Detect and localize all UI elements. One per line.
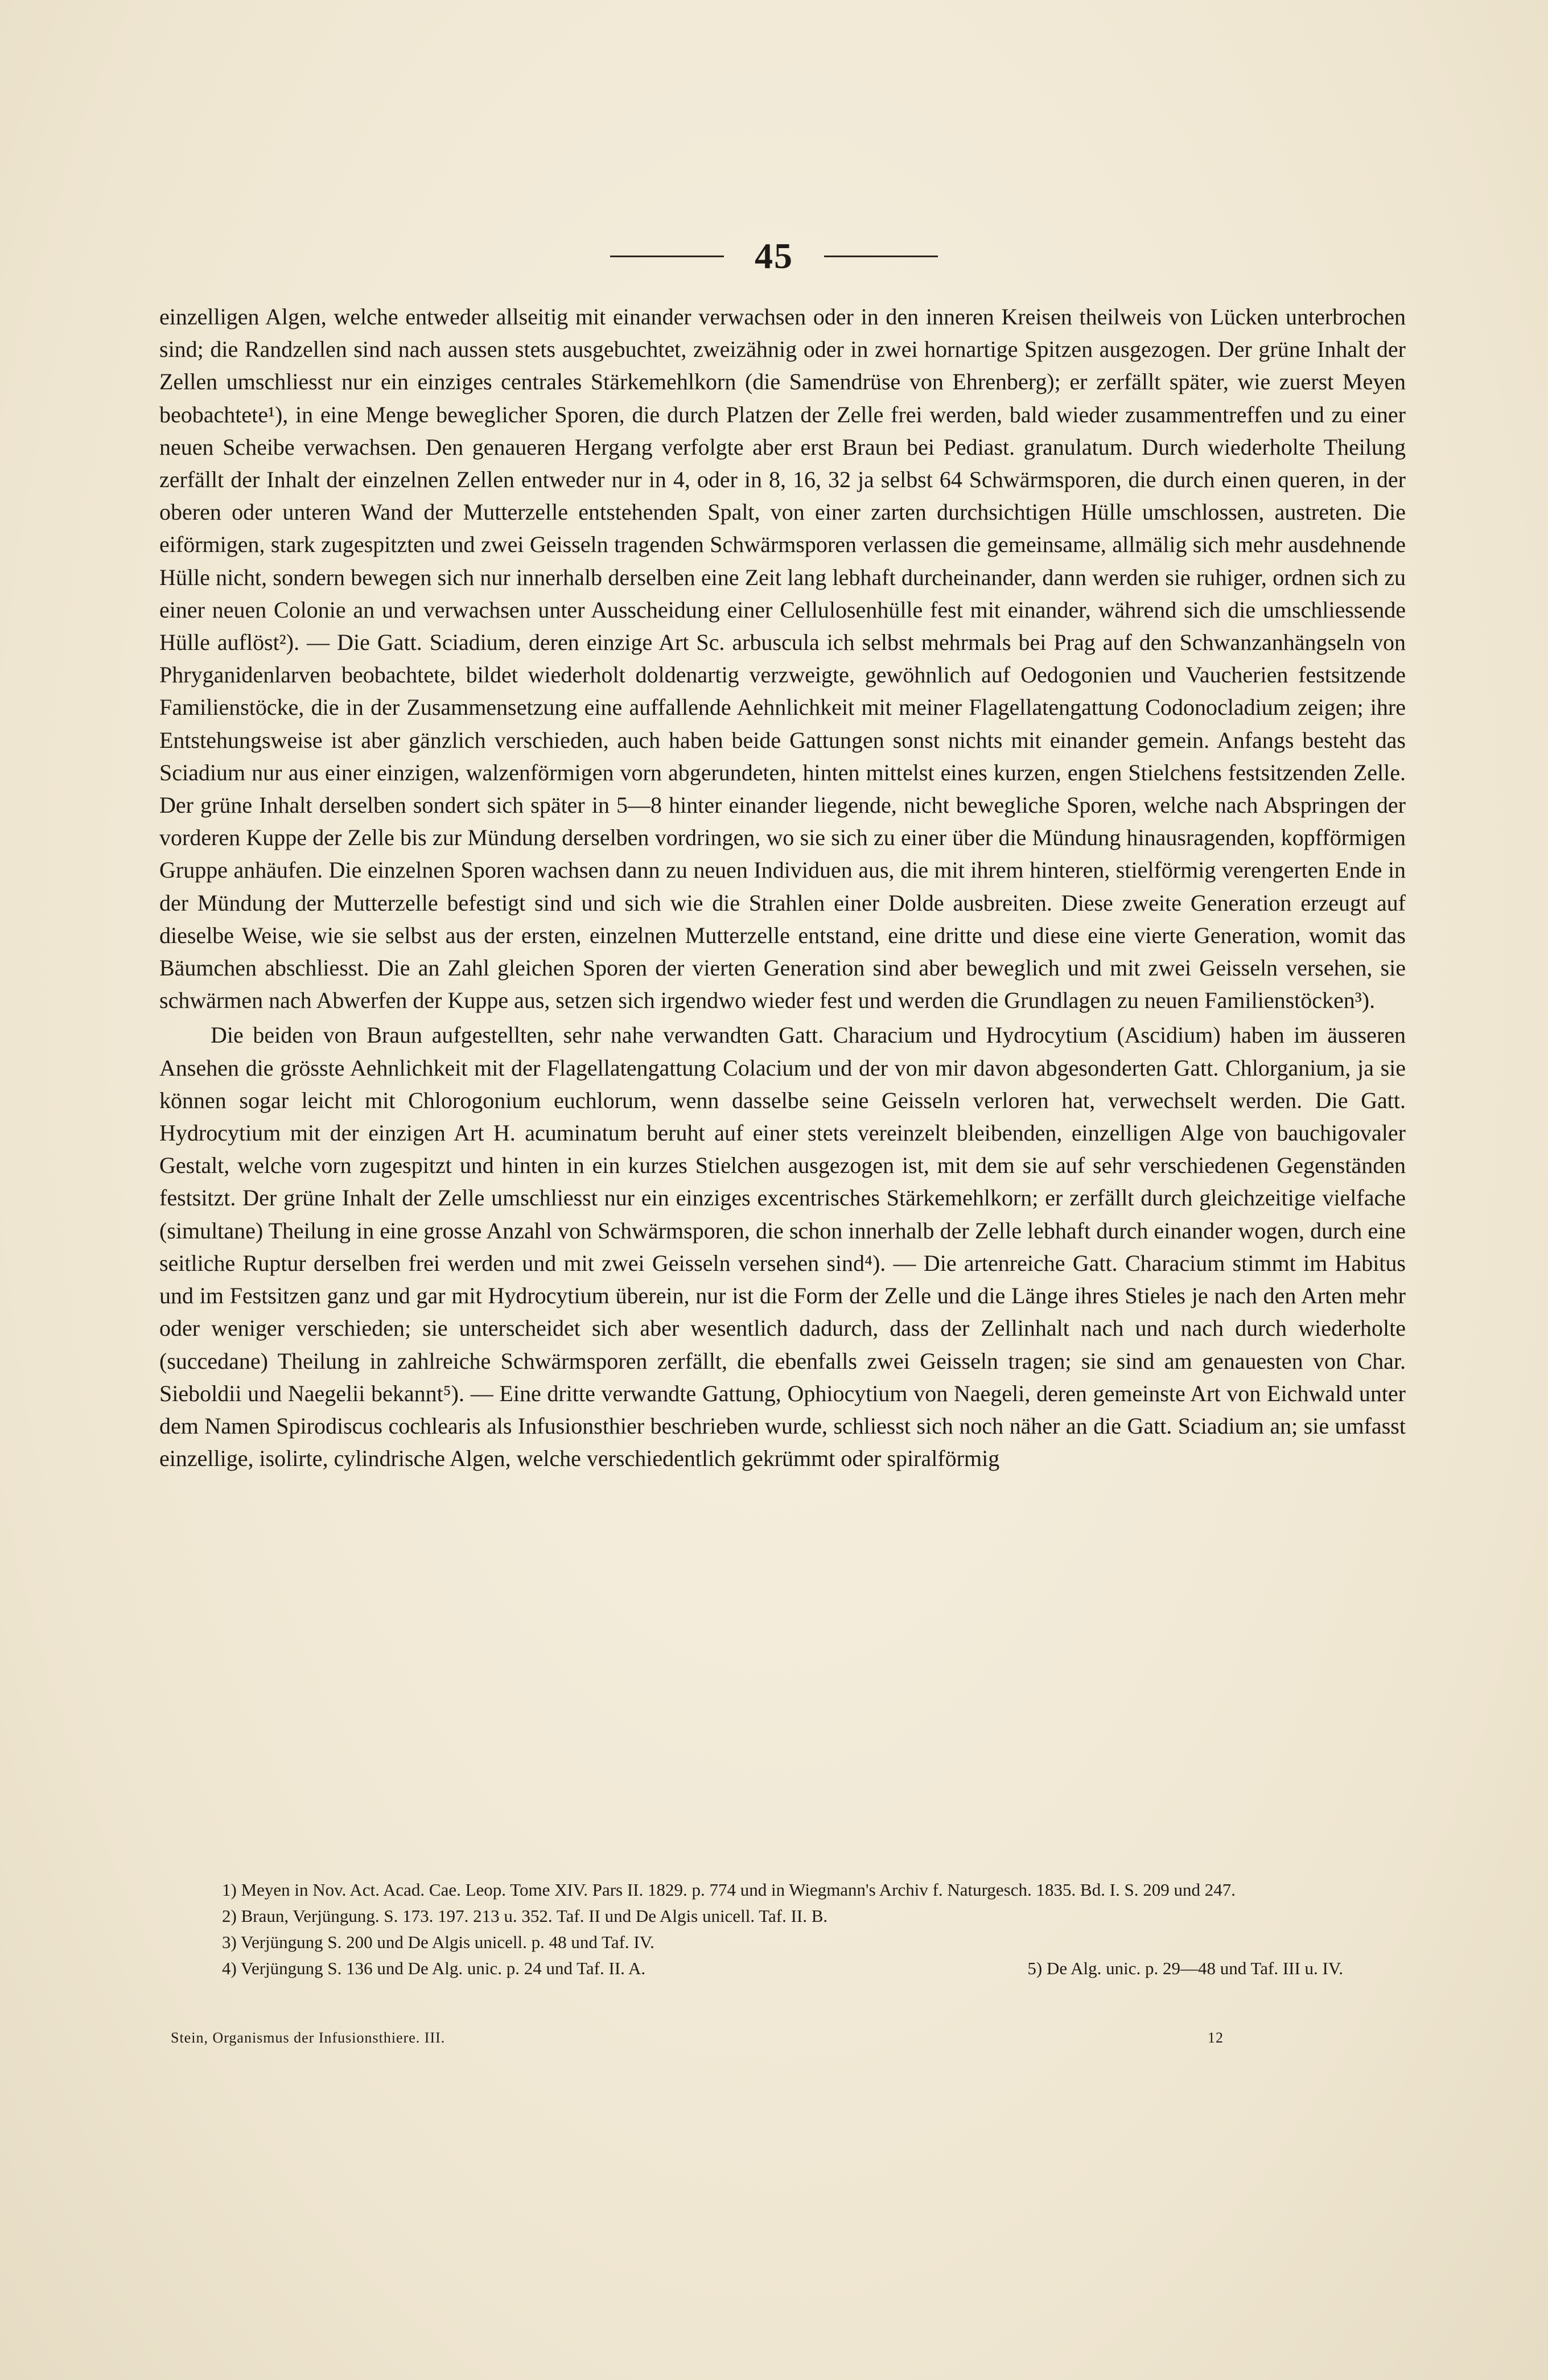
footnote-3: 3) Verjüngung S. 200 und De Algis unicell. p. 48 und Taf. IV. [222, 1932, 654, 1952]
page-number: 45 [755, 236, 793, 276]
signature-line [171, 2029, 1224, 2047]
footnote-4: 4) Verjüngung S. 136 und De Alg. unic. p. 24 und Taf. II. A. [222, 1958, 646, 1978]
paragraph-1: einzelligen Algen, welche entweder allseitig mit einander verwachsen oder in den inneren Kreisen theilweis von Lücken unterbrochen sind; die Randzellen sind nach aussen stets ausgebuchtet, zweizähnig oder in zwei hornartige Spitzen ausgezogen. Der grüne Inhalt der Zellen umschliesst nur ein einziges centrales Stärkemehlkorn (die Samendrüse von Ehrenberg); er zerfällt später, wie zuerst Meyen beobachtete¹), in eine Menge beweglicher Sporen, die durch Platzen der Zelle frei werden, bald wieder zusammentreffen und zu einer neuen Scheibe verwachsen. Den genaueren Hergang verfolgte aber erst Braun bei Pediast. granulatum. Durch wiederholte Theilung zerfällt der Inhalt der einzelnen Zellen entweder nur in 4, oder in 8, 16, 32 ja selbst 64 Schwärmsporen, die durch einen queren, in der oberen oder unteren Wand der Mutterzelle entstehenden Spalt, von einer zarten durchsichtigen Hülle umschlossen, austreten. Die eiförmigen, stark zugespitzten und zwei Geisseln tragenden Schwärmsporen verlassen die gemeinsame, allmälig sich mehr ausdehnende Hülle nicht, sondern bewegen sich nur innerhalb derselben eine Zeit lang lebhaft durcheinander, dann werden sie ruhiger, ordnen sich zu einer neuen Colonie an und verwachsen unter Ausscheidung einer Cellulosenhülle fest mit einander, während sich die umschliessende Hülle auflöst²). — Die Gatt. Sciadium, deren einzige Art Sc. arbuscula ich selbst mehrmals bei Prag auf den Schwanzanhängseln von Phryganidenlarven beobachtete, bildet wiederholt doldenartig verzweigte, gewöhnlich auf Oedogonien und Vaucherien festsitzende Familienstöcke, die in der Zusammensetzung eine auffallende Aehnlichkeit mit meiner Flagellatengattung Codonocladium zeigen; ihre Entstehungsweise ist aber gänzlich verschieden, auch haben beide Gattungen sonst nichts mit einander gemein. Anfangs besteht das Sciadium nur aus einer einzigen, walzenförmigen vorn abgerundeten, hinten mittelst eines kurzen, engen Stielchens festsitzenden Zelle. Der grüne Inhalt derselben sondert sich später in 5—8 hinter einander liegende, nicht bewegliche Sporen, welche nach Abspringen der vorderen Kuppe der Zelle bis zur Mündung derselben vordringen, wo sie sich zu einer über die Mündung hinausragenden, kopfförmigen Gruppe anhäufen. Die einzelnen Sporen wachsen dann zu neuen Individuen aus, die mit ihrem hinteren, stielförmig verengerten Ende in der Mündung der Mutterzelle befestigt sind und sich wie die Strahlen einer Dolde ausbreiten. Diese zweite Generation erzeugt auf dieselbe Weise, wie sie selbst aus der ersten, einzelnen Mutterzelle entstand, eine dritte und diese eine vierte Generation, womit das Bäumchen abschliesst. Die an Zahl gleichen Sporen der vierten Generation sind aber beweglich und mit zwei Geisseln versehen, sie schwärmen nach Abwerfen der Kuppe aus, setzen sich irgendwo wieder fest und werden die Grundlagen zu neuen Familienstöcken³). [159, 304, 1406, 1014]
signature-number: 12 [1208, 2029, 1224, 2046]
signature-title: Stein, Organismus der Infusionsthiere. III. [171, 2029, 446, 2046]
footnote-1: 1) Meyen in Nov. Act. Acad. Cae. Leop. Tome XIV. Pars II. 1829. p. 774 und in Wiegmann's Archiv f. Naturgesch. 1835. Bd. I. S. 209 und 247. [222, 1880, 1236, 1900]
footnote-2: 2) Braun, Verjüngung. S. 173. 197. 213 u. 352. Taf. II und De Algis unicell. Taf. II. B. [222, 1906, 828, 1926]
paragraph-2: Die beiden von Braun aufgestellten, sehr nahe verwandten Gatt. Characium und Hydrocytium (Ascidium) haben im äusseren Ansehen die grösste Aehnlichkeit mit der Flagellatengattung Colacium und der von mir davon abgesonderten Gatt. Chlorganium, ja sie können sogar leicht mit Chlorogonium euchlorum, wenn dasselbe seine Geisseln verloren hat, verwechselt werden. Die Gatt. Hydrocytium mit der einzigen Art H. acuminatum beruht auf einer stets vereinzelt bleibenden, einzelligen Alge von bauchigovaler Gestalt, welche vorn zugespitzt und hinten in ein kurzes Stielchen ausgezogen ist, mit dem sie auf sehr verschiedenen Gegenständen festsitzt. Der grüne Inhalt der Zelle umschliesst nur ein einziges excentrisches Stärkemehlkorn; er zerfällt durch gleichzeitige vielfache (simultane) Theilung in eine grosse Anzahl von Schwärmsporen, die schon innerhalb der Zelle lebhaft durch einander wogen, durch eine seitliche Ruptur derselben frei werden und mit zwei Geisseln versehen sind⁴). — Die artenreiche Gatt. Characium stimmt im Habitus und im Festsitzen ganz und gar mit Hydrocytium überein, nur ist die Form der Zelle und die Länge ihres Stieles je nach den Arten mehr oder weniger verschieden; sie unterscheidet sich aber wesentlich dadurch, dass der Zellinhalt nach und nach durch wiederholte (succedane) Theilung in zahlreiche Schwärmsporen zerfällt, die ebenfalls zwei Geisseln tragen; sie sind am genauesten von Char. Sieboldii und Naegelii bekannt⁵). — Eine dritte verwandte Gattung, Ophiocytium von Naegeli, deren gemeinste Art von Eichwald unter dem Namen Spirodiscus cochlearis als Infusionsthier beschrieben wurde, schliesst sich noch näher an die Gatt. Sciadium an; sie umfasst einzellige, isolirte, cylindrische Algen, welche verschiedentlich gekrümmt oder spiralförmig [159, 1022, 1406, 1472]
page-header [0, 230, 1548, 282]
body-text [159, 300, 1406, 1475]
footnote-row-4-5 [159, 1955, 1406, 1982]
header-rule-right [824, 256, 938, 257]
footnote-5: 5) De Alg. unic. p. 29—48 und Taf. III u. IV. [1027, 1958, 1343, 1978]
footnotes [159, 1877, 1406, 1982]
header-rule-left [610, 256, 724, 257]
